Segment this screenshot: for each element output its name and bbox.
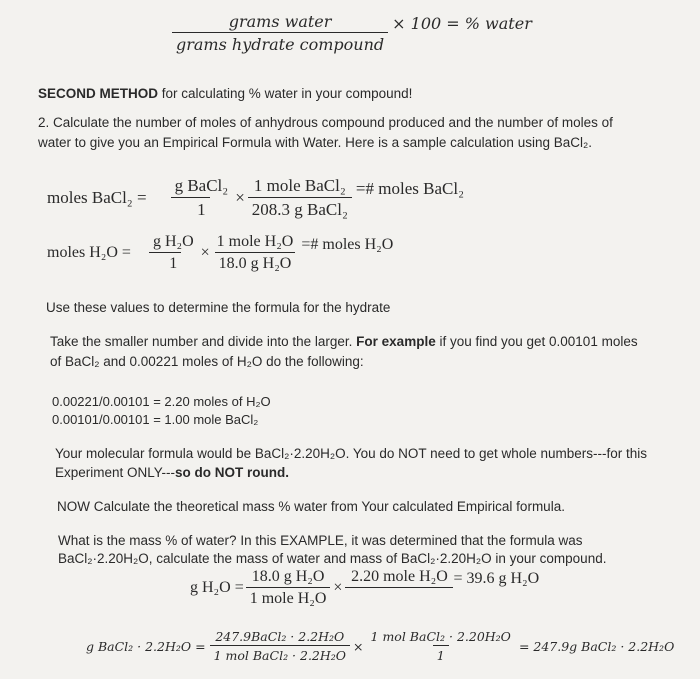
calc-line2: 0.00101/0.00101 = 1.00 mole BaCl₂ [52,412,259,427]
equation-rhs: =# moles BaCl₂ [355,179,464,198]
fraction-numerator: g H₂O [152,233,194,250]
calc-line1: 0.00221/0.00101 = 2.20 moles of H₂O [52,394,271,409]
fraction-numerator: 18.0 g H₂O [251,568,325,585]
molecular-b: Experiment ONLY--- [55,465,176,480]
fraction-denominator: 18.0 g H₂O [215,252,296,273]
molecular-line1: Your molecular formula would be BaCl₂·2.20H₂O. You do NOT need to get whole numbers---for this [55,446,648,461]
fraction-denominator [345,587,453,590]
mass-question-line1: What is the mass % of water? In this EXAMPLE, it was determined that the formula was [58,533,583,548]
equation-lhs: moles BaCl₂ = [47,188,147,207]
equation-lhs: g BaCl₂ · 2.2H₂O = [86,638,206,654]
formula-rhs: × 100 = % water [392,13,532,33]
fraction-numerator: 1 mol BaCl₂ · 2.20H₂O [370,629,511,644]
do-not-round-bold: so do NOT round. [175,465,290,480]
step2-line1: 2. Calculate the number of moles of anhydrous compound produced and the number of moles of [38,115,613,130]
fraction-numerator: 2.20 mole H₂O [351,567,448,585]
now-calculate-text: NOW Calculate the theoretical mass % water from Your calculated Empirical formula. [57,499,565,514]
moles-bacl2-equation [47,176,464,220]
step2-line2: water to give you an Empirical Formula with Water. Here is a sample calculation using BaCl₂. [38,135,592,150]
second-method-bold: SECOND METHOD [38,86,159,101]
fraction-denominator: 1 [149,252,181,273]
equation-lhs: g H₂O = [190,579,244,596]
molecular-line2 [55,463,289,482]
fraction-grams-bacl2 [149,176,233,220]
fraction-denominator: grams hydrate compound [172,32,388,54]
times-sign: × [353,638,364,654]
equation-rhs: =# moles H₂O [301,236,394,253]
equation-rhs: = 247.9g BaCl₂ · 2.2H₂O [518,638,675,654]
times-sign: × [235,188,245,207]
percent-water-fraction [172,12,388,54]
fraction-numerator: g BaCl₂ [174,176,229,195]
fraction-molar-mass-hydrate [210,629,350,663]
take-smaller-line2: of BaCl₂ and 0.00221 moles of H₂O do the following: [50,354,364,369]
for-example-bold: For example [356,334,436,349]
take-smaller-b: if you find you get 0.00101 moles [435,334,638,349]
take-smaller-a: Take the smaller number and divide into the larger. [50,334,357,349]
equation-lhs: moles H₂O = [47,244,131,261]
fraction-denominator: 1 [433,645,449,663]
second-method-rest: for calculating % water in your compound! [158,86,413,101]
fraction-denominator: 208.3 g BaCl₂ [248,197,352,220]
fraction-grams-h2o [133,233,198,273]
moles-h2o-equation [47,233,393,273]
take-smaller-line1 [50,332,638,351]
fraction-denominator: 1 mol BaCl₂ · 2.2H₂O [210,645,350,663]
percent-water-formula [172,12,532,54]
fraction-moles-h2o [345,568,453,590]
times-sign: × [200,244,210,261]
grams-bacl2-hydrate-equation [86,629,674,663]
fraction-numerator: 1 mole H₂O [216,233,294,250]
mass-question-line2: BaCl₂·2.20H₂O, calculate the mass of water and mass of BaCl₂·2.20H₂O in your compound. [58,551,607,566]
times-sign: × [333,579,343,596]
fraction-moles-hydrate [367,629,515,663]
grams-h2o-equation [190,568,539,608]
use-values-text: Use these values to determine the formula for the hydrate [46,300,391,315]
equation-rhs: = 39.6 g H₂O [453,570,540,587]
fraction-denominator: 1 mole H₂O [246,587,331,608]
fraction-numerator: grams water [228,12,332,31]
fraction-numerator: 1 mole BaCl₂ [253,176,346,195]
fraction-denominator: 1 [171,197,210,220]
fraction-molar-mass-h2o [213,233,298,273]
fraction-molar-mass-bacl2 [248,176,352,220]
fraction-numerator: 247.9BaCl₂ · 2.2H₂O [215,629,345,644]
second-method-heading [38,84,412,103]
fraction-molar-mass-h2o [246,568,331,608]
